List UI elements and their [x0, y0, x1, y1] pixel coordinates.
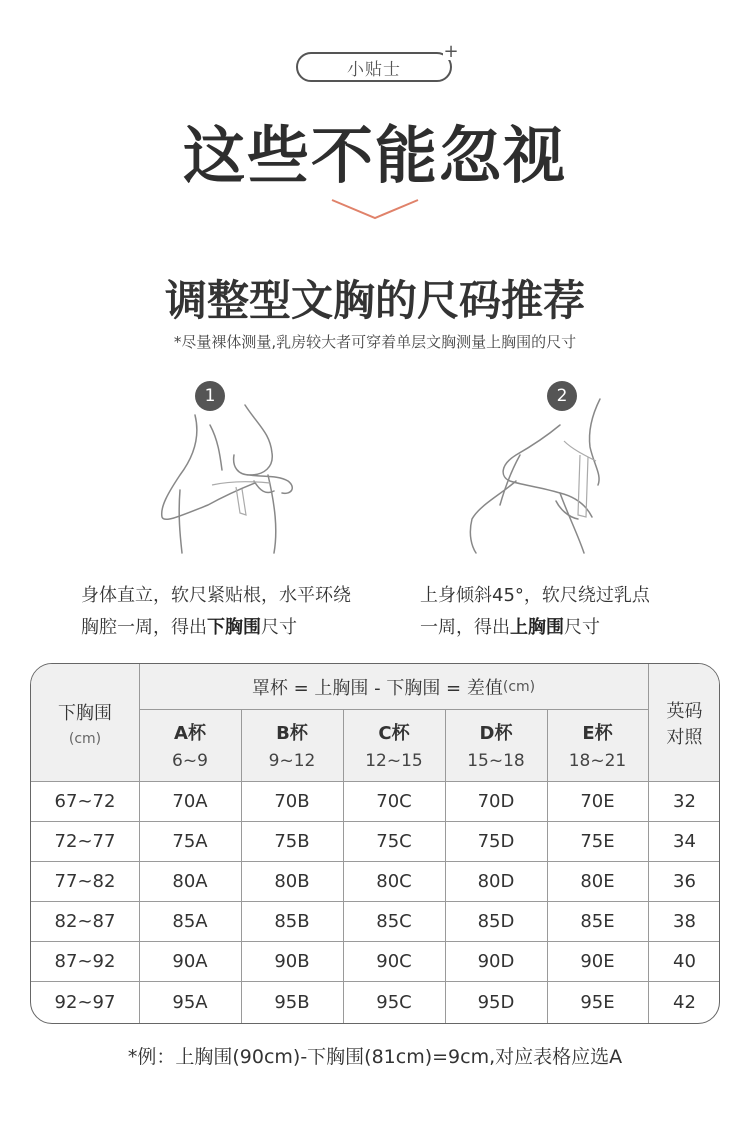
- cup-b-range: 9~12: [268, 751, 316, 771]
- step-2-number: 2: [547, 381, 577, 411]
- step-2-line2-prefix: 一周，得出: [420, 617, 510, 638]
- size-cell: 85B: [274, 910, 310, 932]
- english-size-header: [648, 664, 720, 781]
- under-bust-header: [31, 664, 139, 781]
- step-2-line2-suffix: 尺寸: [564, 617, 600, 638]
- step-1-line2-suffix: 尺寸: [261, 617, 297, 638]
- under-bust-cell: 82~87: [54, 910, 116, 932]
- cup-header-b: [241, 709, 343, 781]
- cup-header-d: [445, 709, 547, 781]
- cup-header-e: [547, 709, 648, 781]
- cup-formula-header: [139, 664, 648, 709]
- measure-upper-bust-illustration: [460, 395, 620, 555]
- cup-e-range: 18~21: [568, 751, 627, 771]
- main-title: 这些不能忽视: [182, 119, 567, 192]
- cup-b-label: B杯: [276, 723, 308, 744]
- cup-c-label: C杯: [378, 723, 410, 744]
- size-cell: 90C: [376, 950, 412, 972]
- english-size-cell: 34: [673, 830, 696, 852]
- under-bust-header-unit: (cm): [68, 730, 102, 747]
- step-1-line1: 身体直立，软尺紧贴根，水平环绕: [81, 585, 351, 606]
- english-header-line2: 对照: [666, 726, 703, 748]
- tip-badge: [296, 41, 466, 88]
- size-cell: 70B: [274, 790, 310, 812]
- size-cell: 95D: [477, 991, 515, 1013]
- size-cell: 80D: [477, 870, 515, 892]
- size-cell: 70C: [376, 790, 412, 812]
- size-cell: 75E: [580, 830, 615, 852]
- section-title: 调整型文胸的尺码推荐: [164, 276, 585, 325]
- cup-a-label: A杯: [174, 723, 206, 744]
- size-cell: 85C: [376, 910, 412, 932]
- under-bust-header-label: 下胸围: [58, 702, 112, 724]
- measure-under-bust-illustration: [150, 395, 310, 555]
- under-bust-cell: 92~97: [54, 991, 116, 1013]
- size-cell: 85A: [172, 910, 208, 932]
- size-cell: 95C: [376, 991, 412, 1013]
- grid-line: [139, 709, 648, 710]
- size-cell: 70A: [172, 790, 208, 812]
- cup-d-range: 15~18: [467, 751, 525, 771]
- grid-line: [31, 901, 720, 902]
- under-bust-cell: 77~82: [54, 870, 116, 892]
- english-size-cell: 42: [673, 991, 696, 1013]
- grid-line: [31, 781, 720, 782]
- english-size-cell: 32: [673, 790, 696, 812]
- example-note: *例：上胸围(90cm)-下胸围(81cm)=9cm,对应表格应选A: [127, 1046, 623, 1068]
- size-cell: 90E: [580, 950, 615, 972]
- step-1-line2-bold: 下胸围: [207, 617, 261, 638]
- cup-header-c: [343, 709, 445, 781]
- size-cell: 85D: [477, 910, 515, 932]
- grid-line: [343, 709, 344, 1024]
- size-cell: 90A: [172, 950, 208, 972]
- grid-line: [31, 981, 720, 982]
- cup-e-label: E杯: [582, 723, 613, 744]
- english-header-line1: 英码: [666, 700, 703, 722]
- size-cell: 75B: [274, 830, 310, 852]
- tip-label: 小贴士: [296, 52, 452, 82]
- plus-icon: +: [443, 41, 459, 62]
- under-bust-cell: 72~77: [54, 830, 116, 852]
- under-bust-cell: 87~92: [54, 950, 116, 972]
- grid-line: [241, 709, 242, 1024]
- step-2-line2-bold: 上胸围: [510, 617, 564, 638]
- size-table: [30, 663, 720, 1024]
- grid-line: [31, 941, 720, 942]
- step-2-line1: 上身倾斜45°，软尺绕过乳点: [420, 585, 650, 606]
- size-cell: 70E: [580, 790, 615, 812]
- cup-formula-unit: (cm): [502, 678, 536, 695]
- size-cell: 95A: [172, 991, 208, 1013]
- cup-a-range: 6~9: [172, 751, 208, 771]
- size-cell: 85E: [580, 910, 615, 932]
- size-cell: 80E: [580, 870, 615, 892]
- measure-note: *尽量裸体测量,乳房较大者可穿着单层文胸测量上胸围的尺寸: [173, 333, 577, 351]
- size-cell: 70D: [477, 790, 515, 812]
- step-2-line2: [420, 612, 650, 644]
- step-1-number: 1: [195, 381, 225, 411]
- step-1-line2-prefix: 胸腔一周，得出: [81, 617, 207, 638]
- size-cell: 90B: [274, 950, 310, 972]
- step-1-caption: [81, 580, 351, 644]
- size-cell: 80B: [274, 870, 310, 892]
- cup-c-range: 12~15: [365, 751, 423, 771]
- size-cell: 75A: [172, 830, 208, 852]
- english-size-cell: 36: [673, 870, 696, 892]
- size-cell: 80A: [172, 870, 208, 892]
- grid-line: [31, 861, 720, 862]
- under-bust-cell: 67~72: [54, 790, 116, 812]
- cup-header-a: [139, 709, 241, 781]
- grid-line: [547, 709, 548, 1024]
- grid-line: [648, 664, 649, 1024]
- grid-line: [139, 664, 140, 1024]
- size-cell: 75C: [376, 830, 412, 852]
- step-2-caption: [420, 580, 650, 644]
- chevron-down-icon: [330, 196, 420, 222]
- english-size-cell: 40: [673, 950, 696, 972]
- size-cell: 80C: [376, 870, 412, 892]
- size-cell: 95E: [580, 991, 615, 1013]
- cup-d-label: D杯: [479, 723, 513, 744]
- size-cell: 75D: [477, 830, 515, 852]
- cup-formula-text: 罩杯 = 上胸围 - 下胸围 = 差值: [251, 677, 503, 699]
- grid-line: [31, 821, 720, 822]
- step-1-line2: [81, 612, 351, 644]
- size-cell: 95B: [274, 991, 310, 1013]
- english-size-cell: 38: [673, 910, 696, 932]
- grid-line: [445, 709, 446, 1024]
- size-cell: 90D: [477, 950, 515, 972]
